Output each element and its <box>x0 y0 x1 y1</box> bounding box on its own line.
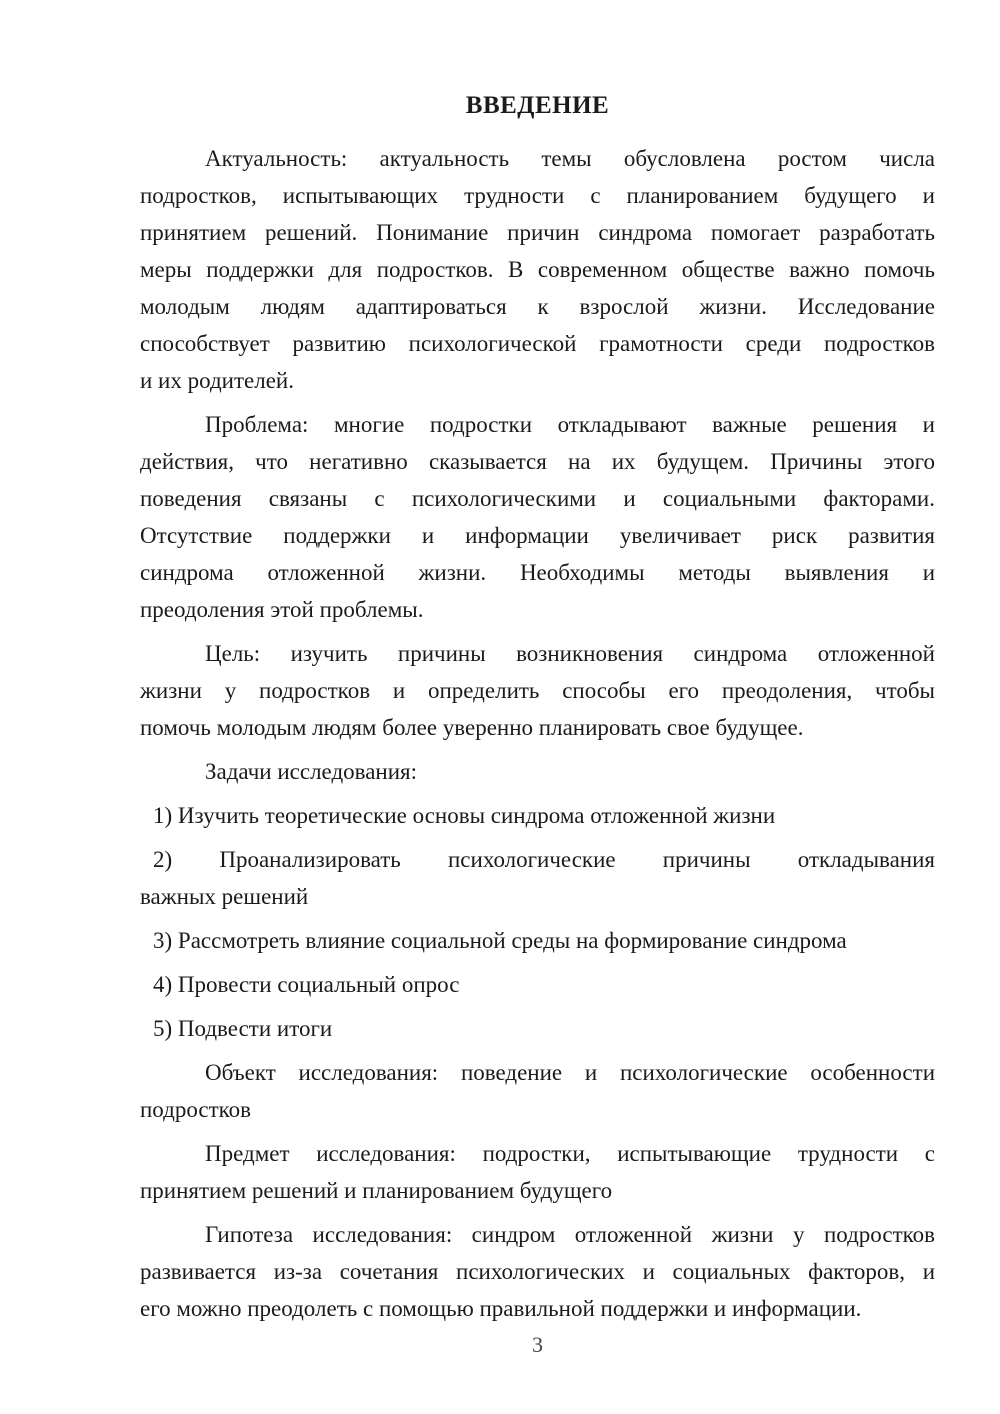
list-item <box>140 1010 935 1047</box>
text-line: меры поддержки для подростков. В современном обществе важно помочь <box>140 257 935 282</box>
text-line: Объект исследования: поведение и психологические особенности <box>205 1060 935 1085</box>
text-line: Задачи исследования: <box>205 759 418 784</box>
text-line: 1) Изучить теоретические основы синдрома отложенной жизни <box>153 803 776 828</box>
text-line: 4) Провести социальный опрос <box>153 972 460 997</box>
text-line: способствует развитию психологической грамотности среди подростков <box>140 331 935 356</box>
text-line: молодым людям адаптироваться к взрослой жизни. Исследование <box>140 294 935 319</box>
text-line: Отсутствие поддержки и информации увеличивает риск развития <box>140 523 935 548</box>
text-line: Предмет исследования: подростки, испытывающие трудности с <box>205 1141 935 1166</box>
text-line: Гипотеза исследования: синдром отложенной жизни у подростков <box>205 1222 935 1247</box>
text-line: Цель: изучить причины возникновения синдрома отложенной <box>205 641 935 666</box>
text-line: 2) Проанализировать психологические причины откладывания <box>153 847 935 872</box>
list-item <box>140 922 935 959</box>
text-line: важных решений <box>140 884 309 909</box>
list-item <box>140 797 935 834</box>
list-item <box>140 966 935 1003</box>
text-line: преодоления этой проблемы. <box>140 597 424 622</box>
paragraph <box>140 406 935 628</box>
text-line: подростков, испытывающих трудности с планированием будущего и <box>140 183 935 208</box>
text-line: поведения связаны с психологическими и социальными факторами. <box>140 486 935 511</box>
paragraph <box>140 635 935 746</box>
text-line: жизни у подростков и определить способы его преодоления, чтобы <box>140 678 935 703</box>
text-line: 5) Подвести итоги <box>153 1016 333 1041</box>
text-line: Проблема: многие подростки откладывают важные решения и <box>205 412 935 437</box>
text-line: принятием решений и планированием будущего <box>140 1178 613 1203</box>
paragraph <box>140 140 935 399</box>
paragraph <box>140 753 935 790</box>
paragraph <box>140 1135 935 1209</box>
text-line: 3) Рассмотреть влияние социальной среды на формирование синдрома <box>153 928 847 953</box>
text-line: помочь молодым людям более уверенно планировать свое будущее. <box>140 715 804 740</box>
page-title: ВВЕДЕНИЕ <box>465 92 610 119</box>
text-line: принятием решений. Понимание причин синдрома помогает разработать <box>140 220 935 245</box>
text-line: развивается из-за сочетания психологических и социальных факторов, и <box>140 1259 935 1284</box>
list-item <box>140 841 935 915</box>
text-line: действия, что негативно сказывается на их будущем. Причины этого <box>140 449 935 474</box>
document-body <box>140 140 935 1327</box>
text-line: синдрома отложенной жизни. Необходимы методы выявления и <box>140 560 935 585</box>
paragraph <box>140 1054 935 1128</box>
paragraph <box>140 1216 935 1327</box>
page-number: 3 <box>532 1332 543 1357</box>
text-line: Актуальность: актуальность темы обусловлена ростом числа <box>205 146 935 171</box>
text-line: и их родителей. <box>140 368 294 393</box>
text-line: его можно преодолеть с помощью правильной поддержки и информации. <box>140 1296 862 1321</box>
text-line: подростков <box>140 1097 252 1122</box>
